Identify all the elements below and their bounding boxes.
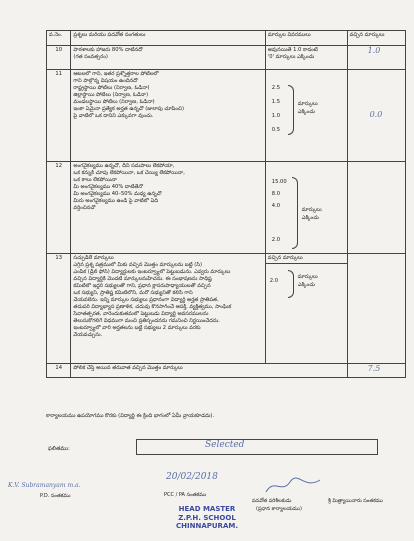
left-signature-label: P.D. సంతకము (40, 493, 71, 499)
score-line: అవునయితే 1.0 కాదంటే (267, 47, 318, 53)
desc-line: ఆటలలో గాని, ఇతర ప్రశ్నోత్తరాల పోటీలలో (73, 71, 159, 77)
desc-line: తదుపరి విద్యాభ్యాస ప్రణాళిక, చదువు కొనసాగించే ఆసక్తి, వ్యక్తిత్వము, సాంఘిక (73, 304, 232, 310)
desc-line: ఇంటర్వ్యూలో వారి అర్హతలను బట్టి సభ్యులు 2 మార్కులు వరకు (73, 325, 201, 331)
desc-line: పై వాటిలో ఒక దానిని ఎక్కువగా వుంచు. (73, 113, 154, 119)
table-header-row (47, 31, 406, 46)
score-list (268, 163, 345, 249)
score-subheader: వచ్చిన మార్కులు (266, 254, 347, 264)
score-list (268, 71, 345, 151)
desc-line: ఇంకా ఏమైనా ప్రత్యేక అర్హత ఉన్నచో (జులాపు చూపించి) (73, 106, 184, 112)
score-value: 4.0 (271, 203, 281, 209)
row-number: 14 (47, 364, 71, 378)
middle-signature-label: PCC / PA సంతకము (164, 492, 207, 498)
desc-line: మండలస్థాయి పోటీలు (నిర్వాణ, ఓడినా) (73, 99, 155, 105)
desc-line: సేవాతత్పరత, వారెందుకుతమలో పెట్టుబడు విద్యార్ధి అవసరములను (73, 311, 209, 317)
desc-line: ఒక కాలు లేకపోయినా (73, 177, 117, 183)
score-instruction: ఎక్కించు (297, 282, 315, 288)
stamp-line: HEAD MASTER (178, 505, 236, 513)
row-marks (347, 162, 405, 254)
score-value: 15.00 (271, 179, 287, 185)
brace-icon (288, 85, 294, 135)
middle-signature-handwritten: 20/02/2018 (166, 472, 218, 482)
left-signature-handwritten: K.V. Subramanyam m.a. (8, 482, 81, 489)
desc-line: వర్తించినచో (73, 205, 96, 211)
header-description: ప్రశ్నలు మరియు పదవోత సంగతులు (71, 31, 265, 46)
marks-handwritten: 7.5 (367, 364, 381, 373)
header-serial-number: వ.నెం. (47, 31, 71, 46)
desc-line: మీరు అంగవైకల్యము ఉండి పై వాటిలో ఏది (73, 198, 158, 204)
desc-line: ఒక సభ్యుని, స్రాతిష్ట కమిటీలోని, మరో సభ్యునితో కలిసి గాని (73, 290, 193, 296)
desc-title: సచ్చుడిలే మార్కులు (73, 255, 114, 261)
right-signature-sublabel: (ప్రధాన కార్యాలయము) (256, 506, 302, 512)
result-value: Selected (205, 440, 245, 450)
desc-line: గాని పాల్గొన్న విషయం ఉందినదో (73, 78, 138, 84)
row-marks (347, 254, 405, 364)
row-marks (347, 70, 405, 162)
desc-line: రాష్ట్రస్థాయి పోటీలు (నిర్వాణ, ఓడినా) (73, 85, 150, 91)
score-value: 8.0 (271, 191, 281, 197)
score-value: 1.5 (271, 99, 281, 105)
row-score-details (265, 46, 347, 70)
score-instruction: మార్కులు (301, 207, 322, 213)
row-score-details (265, 254, 347, 364)
row-score-details (265, 162, 347, 254)
marks-handwritten: 1.0 (367, 46, 381, 55)
row-number: 10 (47, 46, 71, 70)
row-description (71, 162, 265, 254)
desc-line: చేయవలెను. ఇన్ని మార్కుల సభ్యులు ప్రధానంగా విద్యార్ధి అర్హత స్రాతిపత, (73, 297, 219, 303)
brace-icon (292, 177, 298, 249)
desc-line: ఎంపిక (డ్రిల్ ఫోన్) విద్యార్ధులకు ఇంటర్వ్యూలో పెట్టుబడును. ఎవ్వరు మార్కులు (73, 269, 231, 275)
desc-line: ఒక కన్నుకి చూపు లేకపోయినా, ఒక చెయ్యి లేకపోయినా, (73, 170, 185, 176)
score-list (266, 264, 347, 304)
score-value: 2.5 (271, 85, 281, 91)
table-row (47, 254, 406, 364)
row-number: 13 (47, 254, 71, 364)
score-value: 0.5 (271, 127, 281, 133)
score-instruction: మార్కులు (297, 101, 318, 107)
scoring-table (46, 30, 406, 378)
header-marks-obtained: వచ్చిన మార్కులు (347, 31, 405, 46)
score-instruction: ఎక్కించు (301, 215, 319, 221)
row-description (71, 46, 265, 70)
score-line: '0' మార్కులు ఎక్కించు (267, 54, 315, 60)
row-marks (347, 46, 405, 70)
desc-line: పాఠశాలకు హాజరు 80% దాటినదో (73, 47, 143, 53)
stamp-line: CHINNAPURAM. (176, 522, 238, 530)
table-row (47, 162, 406, 254)
stamp-line: Z.P.H. SCHOOL (178, 513, 236, 522)
row-marks (347, 364, 405, 378)
desc-line: మీ అంగవైకల్యము 40% దాటితేనో (73, 184, 144, 190)
signature-scribble-icon (264, 474, 324, 498)
right-signature-label: పదవోత పరిశీలకుడు (252, 498, 292, 504)
score-value: 1.0 (271, 113, 281, 119)
header-score-details: మార్కుల వివరములు (265, 31, 347, 46)
desc-line: వేయవచ్చును. (73, 332, 103, 338)
desc-line: ఎగ్గిన ప్రశ్న పత్రములో మీకు వచ్చిన మొత్తం మార్కులను బట్టి (సి) (73, 262, 202, 268)
office-use-note: కార్యాలయము ఉపయోగము కొరకు (విద్యార్ధి ఈ క్రింది భాగంలో ఏమీ వ్రాయకూడదు). (46, 413, 215, 419)
desc-line: అంగవైకల్యము ఉన్నచో, దీని సదుపాలు లేకపోయా, (73, 163, 175, 169)
desc-line: వచ్చిన విద్యార్ధికి మొదటి మార్కులనుహిచను. ఈ సంభాషణను సాధిష్ట (73, 276, 212, 282)
result-label: ఫలితము: (48, 446, 70, 452)
score-value: 2.0 (271, 237, 281, 243)
score-instruction: మార్కులు (297, 274, 318, 280)
row-description (71, 364, 347, 378)
row-number: 12 (47, 162, 71, 254)
table-row (47, 364, 406, 378)
result-section (40, 437, 404, 467)
desc-line: జిల్లాస్థాయి పోటీలు (నిర్వాణ, ఓడినా) (73, 92, 149, 98)
far-right-signature-label: శ్రీ మిత్ర్యాయినారు సంతకము (328, 498, 383, 504)
score-value: 2.0 (269, 278, 279, 284)
desc-line: కమిటీలో ఇద్దరి సభ్యులతో గాని, ప్రధాన క్లాసరుపాధ్యాయులతో వచ్చిన (73, 283, 211, 289)
desc-line: తెలుసుకోగలిగే విధముగా మంచి ప్రతిస్పందనను గమనించి నిర్ణయించేదను. (73, 318, 220, 324)
table-row (47, 46, 406, 70)
result-box (136, 439, 378, 455)
score-instruction: ఎక్కించు (297, 109, 315, 115)
desc-line: (గత సంవత్సరం) (73, 54, 108, 60)
desc-line: మీ అంగవైకల్యము 40–50% మధ్య ఉన్నచో (73, 191, 162, 197)
row-number: 11 (47, 70, 71, 162)
school-stamp (176, 505, 238, 531)
marks-handwritten: 0.0 (369, 110, 383, 119)
row-description (71, 254, 265, 364)
brace-icon (288, 270, 294, 298)
desc-line: పోలిక చేస్తే అయిన తరువాత వచ్చిన మొత్తం మార్కులు (73, 365, 183, 371)
row-score-details (265, 70, 347, 162)
row-description (71, 70, 265, 162)
table-row (47, 70, 406, 162)
